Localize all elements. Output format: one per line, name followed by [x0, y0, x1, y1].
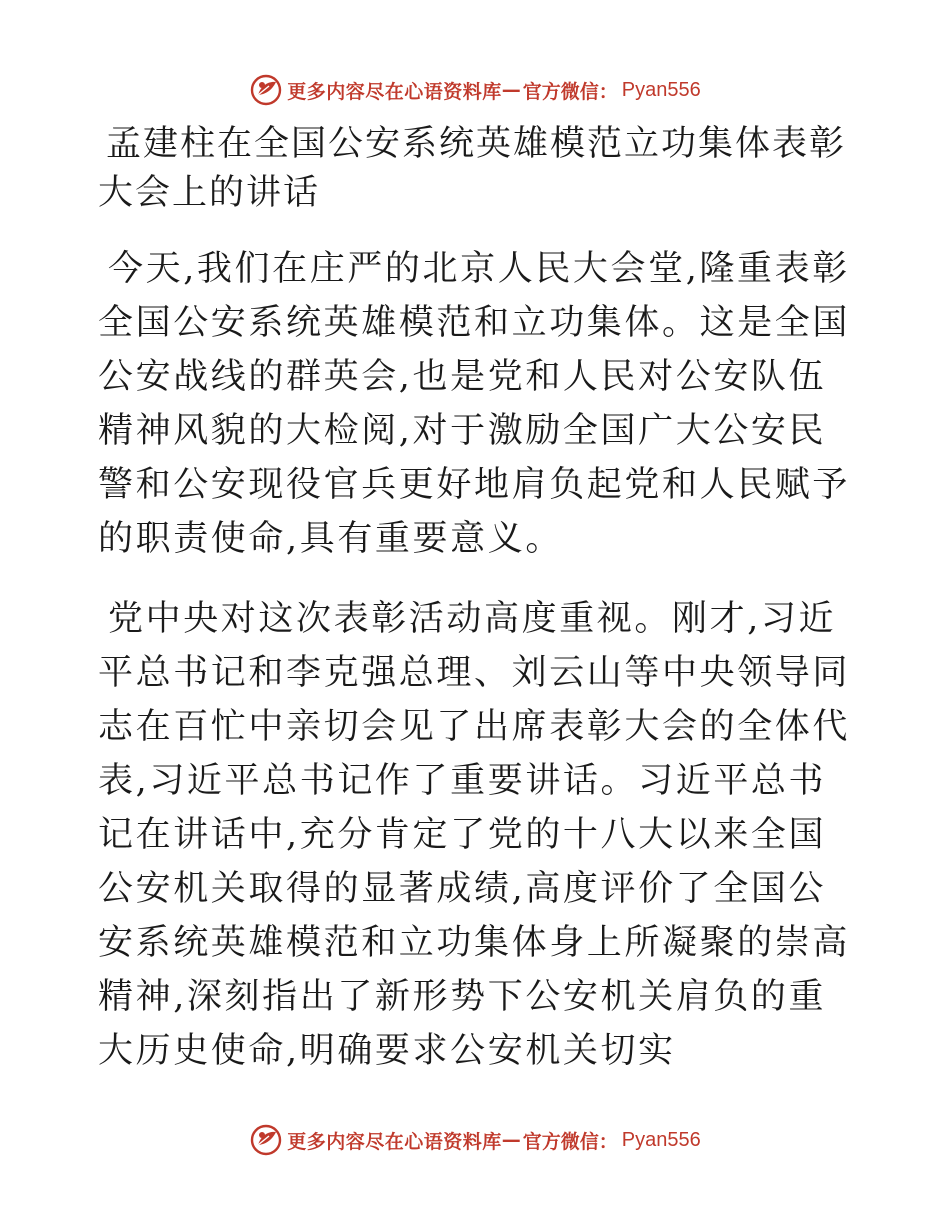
banner-text: 更多内容尽在心语资料库 — [287, 80, 502, 103]
document-body — [98, 120, 850, 1078]
header-banner — [0, 70, 950, 110]
banner-separator: — — [501, 79, 521, 101]
wechat-label: 官方微信： — [522, 80, 618, 103]
wechat-label: 官方微信： — [522, 1130, 618, 1153]
footer-banner — [0, 1120, 950, 1160]
leaf-logo-icon — [249, 73, 283, 107]
paragraph: 党中央对这次表彰活动高度重视。刚才,习近平总书记和李克强总理、刘云山等中央领导同志在百忙中亲切会见了出席表彰大会的全体代表,习近平总书记作了重要讲话。习近平总书记在讲话中,充分肯定了党的十八大以来全国公安机关取得的显著成绩,高度评价了全国公安系统英雄模范和立功集体身上所凝聚的崇高精神,深刻指出了新形势下公安机关肩负的重大历史使命,明确要求公安机关切实 — [98, 599, 851, 1071]
leaf-logo-icon — [249, 1123, 283, 1157]
banner-separator: — — [501, 1129, 521, 1151]
page-title: 孟建柱在全国公安系统英雄模范立功集体表彰大会上的讲话 — [98, 124, 847, 213]
paragraph: 今天,我们在庄严的北京人民大会堂,隆重表彰全国公安系统英雄模范和立功集体。这是全国公安战线的群英会,也是党和人民对公安队伍精神风貌的大检阅,对于激励全国广大公安民警和公安现役官兵更好地肩负起党和人民赋予的职责使命,具有重要意义。 — [98, 249, 851, 559]
banner-text: 更多内容尽在心语资料库 — [287, 1130, 502, 1153]
wechat-id: Pyan556 — [621, 78, 701, 101]
wechat-id: Pyan556 — [621, 1128, 701, 1151]
